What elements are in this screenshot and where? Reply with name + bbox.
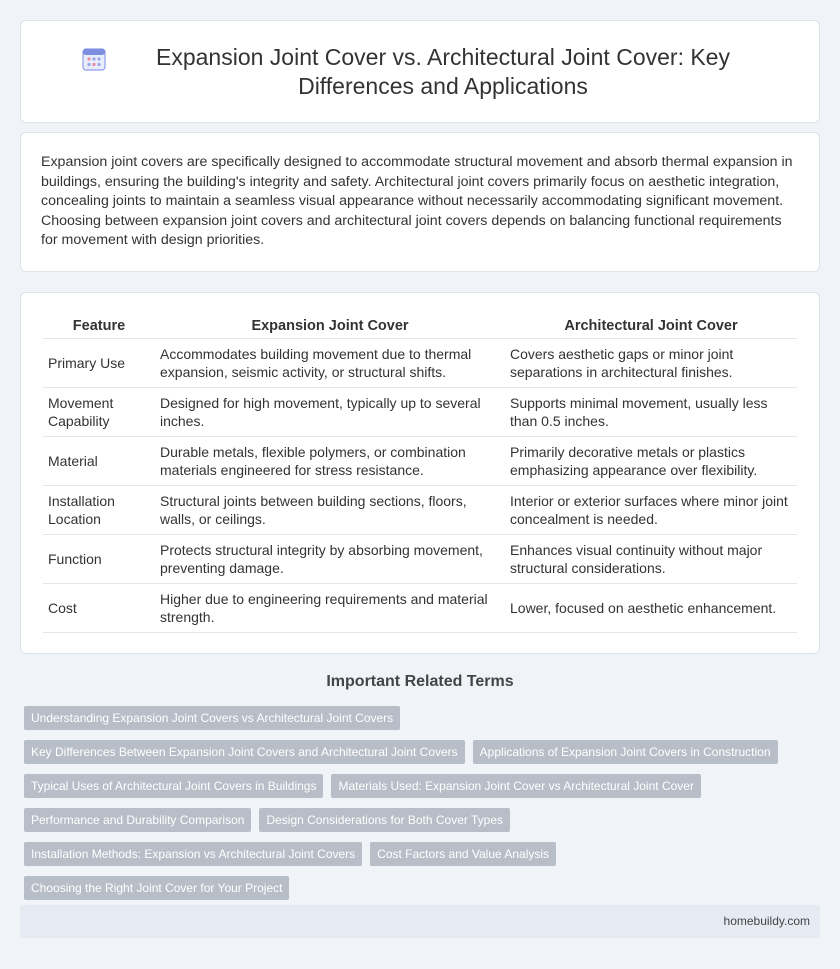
header-expansion: Expansion Joint Cover (155, 313, 505, 339)
expansion-cell: Structural joints between building sections, floors, walls, or ceilings. (155, 486, 505, 535)
related-term-tag[interactable]: Installation Methods: Expansion vs Architectural Joint Covers (24, 842, 362, 866)
table-row (43, 437, 797, 486)
related-terms-list (24, 706, 794, 900)
expansion-cell: Higher due to engineering requirements and material strength. (155, 584, 505, 633)
table-header-row (43, 313, 797, 339)
footer (20, 905, 820, 938)
header-card (20, 20, 820, 123)
feature-cell: Installation Location (43, 486, 155, 535)
related-terms-title: Important Related Terms (326, 673, 514, 690)
expansion-cell: Designed for high movement, typically up to several inches. (155, 388, 505, 437)
header-feature: Feature (43, 313, 155, 339)
architectural-cell: Enhances visual continuity without major structural considerations. (505, 535, 797, 584)
table-row (43, 584, 797, 633)
header-architectural: Architectural Joint Cover (505, 313, 797, 339)
related-term-tag[interactable]: Design Considerations for Both Cover Types (259, 808, 510, 832)
related-term-tag[interactable]: Cost Factors and Value Analysis (370, 842, 556, 866)
feature-cell: Movement Capability (43, 388, 155, 437)
feature-cell: Primary Use (43, 339, 155, 388)
related-term-tag[interactable]: Applications of Expansion Joint Covers in Construction (473, 740, 778, 764)
calendar-icon (81, 46, 107, 72)
comparison-table (43, 313, 797, 633)
architectural-cell: Supports minimal movement, usually less than 0.5 inches. (505, 388, 797, 437)
feature-cell: Function (43, 535, 155, 584)
comparison-table-card (20, 292, 820, 654)
related-term-tag[interactable]: Typical Uses of Architectural Joint Covers in Buildings (24, 774, 323, 798)
related-term-tag[interactable]: Understanding Expansion Joint Covers vs Architectural Joint Covers (24, 706, 400, 730)
expansion-cell: Durable metals, flexible polymers, or combination materials engineered for stress resistance. (155, 437, 505, 486)
footer-site-link[interactable]: homebuildy.com (723, 914, 810, 928)
intro-paragraph: Expansion joint covers are specifically designed to accommodate structural movement and absorb thermal expansion in buildings, ensuring the building's integrity and safety. Architectural joint covers primarily focus on aesthetic integration, concealing joints to maintain a seamless visual appearance without necessarily accommodating significant movement. Choosing between expansion joint covers and architectural joint covers depends on balancing functional requirements for movement with design priorities. (41, 154, 793, 249)
architectural-cell: Covers aesthetic gaps or minor joint separations in architectural finishes. (505, 339, 797, 388)
expansion-cell: Accommodates building movement due to thermal expansion, seismic activity, or structural shifts. (155, 339, 505, 388)
table-row (43, 388, 797, 437)
related-term-tag[interactable]: Performance and Durability Comparison (24, 808, 251, 832)
table-row (43, 535, 797, 584)
architectural-cell: Primarily decorative metals or plastics emphasizing appearance over flexibility. (505, 437, 797, 486)
feature-cell: Material (43, 437, 155, 486)
table-row (43, 486, 797, 535)
architectural-cell: Lower, focused on aesthetic enhancement. (505, 584, 797, 633)
feature-cell: Cost (43, 584, 155, 633)
intro-card (20, 132, 820, 272)
table-row (43, 339, 797, 388)
related-term-tag[interactable]: Choosing the Right Joint Cover for Your Project (24, 876, 289, 900)
page-title: Expansion Joint Cover vs. Architectural Joint Cover: Key Differences and Applications (156, 43, 730, 99)
expansion-cell: Protects structural integrity by absorbing movement, preventing damage. (155, 535, 505, 584)
related-term-tag[interactable]: Materials Used: Expansion Joint Cover vs Architectural Joint Cover (331, 774, 700, 798)
architectural-cell: Interior or exterior surfaces where minor joint concealment is needed. (505, 486, 797, 535)
related-term-tag[interactable]: Key Differences Between Expansion Joint Covers and Architectural Joint Covers (24, 740, 465, 764)
